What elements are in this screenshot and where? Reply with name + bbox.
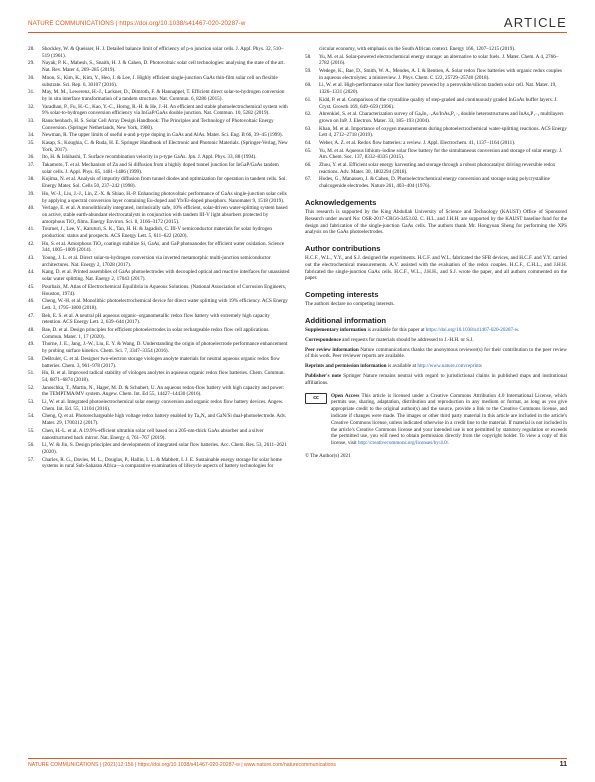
supplementary-link[interactable]: https://doi.org/10.1038/s41467-020-20287-w.	[425, 327, 520, 334]
reference-text: Pourbaix, M. Atlas of Electrochemical Equilibria in Aqueous Solutions. (National Association of Corrosion Engineers, Houston, 1974).	[42, 283, 286, 297]
reference-number: 52.	[28, 384, 35, 391]
reference-number: 33.	[28, 117, 35, 124]
reference-number: 61.	[305, 96, 312, 103]
reference-text: Zhou, Y. et al. Efficient solar energy harvesting and storage through a robust photocatalyst driving reversible redox reactions. Adv. Mater. 30, 1802294 (2018).	[319, 161, 556, 175]
reference-number: 42.	[28, 240, 35, 247]
reference-item	[28, 356, 290, 370]
reference-item	[28, 370, 290, 384]
reference-item	[305, 111, 567, 125]
reference-text: Young, J. L. et al. Direct solar-to-hydrogen conversion via inverted metamorphic multi-junction semiconductor architectures. Nat. Energy 2, 17028 (2017).	[42, 255, 271, 268]
reference-item	[305, 68, 567, 82]
reference-text: circular economy, with emphasis on the South African context. Energy 166, 1207–1215 (2019).	[319, 46, 516, 52]
reference-item	[305, 140, 567, 147]
reference-number: 66.	[305, 161, 312, 168]
reference-text: Hu, B. et al. Improved radical stability of viologen anolytes in aqueous organic redox flow batteries. Chem. Commun. 54, 6871–6874 (2018).	[42, 370, 285, 383]
reference-number: 43.	[28, 255, 35, 262]
reference-text: Hodes, G., Manassen, J. & Cahen, D. Photoelectrochemical energy conversion and storage using polycrystalline chalcogenide electrodes. Nature 261, 403–404 (1976).	[319, 176, 550, 190]
reference-item	[305, 82, 567, 96]
left-column	[28, 46, 290, 471]
reference-number: 31.	[28, 89, 35, 96]
reference-text: Bae, D. et al. Design principles for efficient photoelectrodes in solar rechargeable redox flow cell applications. Commun. Mater. 1, 17 (2020).	[42, 327, 270, 340]
reference-text: Cheng, Q. et al. Photorechargeable high voltage redox battery enabled by Ta₃N₅ and GaN/Si dual-photoelectrode. Adv. Mater. 29, 1700312 (2017).	[42, 413, 287, 427]
right-column	[305, 46, 567, 459]
reference-item	[28, 191, 290, 205]
reprints-link[interactable]: http://www.nature.com/reprints	[417, 363, 482, 370]
reference-item	[28, 176, 290, 190]
reference-text: Khan, M. et al. Importance of oxygen measurements during photoelectrochemical water-splitting reactions. ACS Energy Lett 4, 2712–2718 (2019).	[319, 125, 567, 139]
reference-item	[28, 399, 290, 413]
reference-number: 58.	[305, 53, 312, 60]
publisher-note-text: Springer Nature remains neutral with regard to jurisdictional claims in published maps and institutional affiliations.	[305, 373, 567, 386]
acknowledgements-heading: Acknowledgements	[305, 197, 377, 207]
reference-item	[28, 385, 290, 399]
correspondence-label: Correspondence	[305, 336, 341, 343]
reference-text: Li, W. & Jin, S. Design principles and developments of integrated solar flow batteries. Acc. Chem. Res. 53, 2611–2621 (2020).	[42, 442, 287, 455]
reference-number: 49.	[28, 341, 35, 348]
reference-text: Kidd, P. et al. Comparison of the crystalline quality of step-graded and continuously graded InGaAs buffer layers. J. Cryst. Growth 169, 649–659 (1996).	[319, 96, 558, 110]
reference-item	[28, 241, 290, 255]
reference-item	[28, 75, 290, 89]
reference-number: 47.	[28, 312, 35, 319]
reference-item	[28, 132, 290, 139]
reference-text: Charles, R. G., Davies, M. L., Douglas, P., Hallin, I. L. & Mabbett, I. J. E. Sustainable energy storage for solar home systems in rural Sub-Saharan Africa—a comparative examination of lifecycle aspects of battery technologies for	[42, 456, 282, 470]
reference-item	[28, 255, 290, 269]
correspondence-text: and requests for materials should be addressed to J.-H.H. or S.J.	[340, 336, 474, 343]
reference-number: 36.	[28, 154, 35, 161]
reference-text: Thorne, J. E., Jang, J.-W., Liu, E. Y. & Wang, D. Understanding the origin of photoelectrode performance enhancement by probing surface kinetics. Chem. Sci. 7, 3347–3354 (2016).	[42, 341, 288, 355]
reference-item	[28, 104, 290, 118]
reference-item	[28, 118, 290, 132]
correspondence-info	[305, 337, 567, 344]
reference-text: Kasap, S., Koughia, C. & Ruda, H. E. Springer Handbook of Electronic and Photonic Materials. (Springer-Verlag, New York, 2017).	[42, 139, 288, 153]
reference-text: Wedege, K., Bae, D., Smith, W. A., Mendes, A. I. & Bentien, A. Solar redox flow batteries with organic redox couples in aqueous electrolytes: a minireview. J. Phys. Chem. C 122, 25729–25740 (2018).	[319, 67, 562, 81]
reference-text: Ahrenkiel, S. et al. Characterization survey of GaₓIn₁₋ₓAs/InAsᵧP₁₋ᵧ double heterostructures and InAsᵧP₁₋ᵧ multilayers grown on InP. J. Electron. Mater. 33, 185–193 (2004).	[319, 111, 564, 124]
reference-number: 45.	[28, 283, 35, 290]
publisher-note	[305, 373, 567, 387]
reference-number: 50.	[28, 355, 35, 362]
reference-number	[305, 46, 319, 53]
peer-review-info	[305, 347, 567, 361]
reference-number: 48.	[28, 327, 35, 334]
author-contributions-text: H.C.F., W.L., Y.Y., and S.J. designed the experiments. H.C.F. and W.L. fabricated the SFB devices, and H.C.F. and Y.Y. carried out the electrochemical measurements. A.V. assisted with the evaluation of the redox couples. H.C.F., C.H.L., and J.H.H. fabricated the single-junction GaAs cells. H.C.F., W.L., J.H.H., and S.J. wrote the paper, and all authors commented on the paper.	[305, 255, 567, 282]
reference-item	[305, 176, 567, 190]
journal-header[interactable]: NATURE COMMUNICATIONS | https://doi.org/10.1038/s41467-020-20287-w	[28, 20, 246, 27]
reference-text: Kojima, N. et al. Analysis of impurity diffusion from tunnel diodes and optimization for operation in tandem cells. Sol. Energy Mater. Sol. Cells 50, 237–242 (1998).	[42, 176, 287, 190]
reference-item	[28, 457, 290, 471]
reprints-info	[305, 363, 567, 370]
reference-number: 29.	[28, 60, 35, 67]
reference-number: 46.	[28, 298, 35, 305]
reference-item	[305, 46, 567, 53]
reference-item	[305, 126, 567, 140]
reference-number: 44.	[28, 269, 35, 276]
reference-item	[305, 97, 567, 111]
reference-number: 34.	[28, 132, 35, 139]
section-label: ARTICLE	[503, 15, 567, 30]
reference-item	[28, 226, 290, 240]
competing-interests-heading: Competing interests	[305, 290, 379, 300]
publisher-note-label: Publisher's note	[305, 373, 342, 380]
reference-text: Cheng, W.-H. et al. Monolithic photoelectrochemical device for direct water splitting with 19% efficiency. ACS Energy Lett. 3, 1795–1800 (2018).	[42, 298, 288, 312]
reference-item	[28, 162, 290, 176]
reference-list-right	[305, 46, 567, 190]
reference-text: Weber, A. Z. et al. Redox flow batteries: a review. J. Appl. Electrochem. 41, 1137–1164 (2011).	[319, 139, 516, 146]
supplementary-label: Supplementary information	[305, 327, 367, 334]
reference-number: 35.	[28, 139, 35, 146]
reference-text: Shockley, W. & Queisser, H. J. Detailed balance limit of efficiency of p-n junction solar cells. J. Appl. Phys. 32, 510–519 (1961).	[42, 46, 284, 59]
reference-number: 28.	[28, 46, 35, 52]
reference-item	[28, 313, 290, 327]
reference-text: Tournet, J., Lee, Y., Karuturi, S. K., Tan, H. H. & Jagadish, C. III-V semiconductor materials for solar hydrogen production: status and prospects. ACS Energy Lett. 5, 611–622 (2020).	[42, 226, 272, 240]
open-access-block	[305, 393, 567, 447]
reference-item	[28, 442, 290, 456]
reference-number: 41.	[28, 226, 35, 233]
page-header	[28, 12, 567, 33]
copyright: © The Author(s) 2021	[305, 453, 351, 460]
author-contributions-heading: Author contributions	[305, 244, 381, 254]
reference-number: 51.	[28, 370, 35, 377]
page-footer	[28, 758, 567, 771]
reference-text: Janoschka, T., Martin, N., Hager, M. D. & Schubert, U. An aqueous redox-flow battery with high capacity and power: the TEMPTMA/MV system. Angew. Chem. Int. Ed 55, 14427–14430 (2016).	[42, 384, 285, 398]
reference-number: 67.	[305, 176, 312, 183]
reference-item	[305, 54, 567, 68]
reference-number: 65.	[305, 147, 312, 154]
reference-item	[28, 269, 290, 283]
reference-text: Li, W. et al. Integrated photoelectrochemical solar energy conversion and organic redox flow battery devices. Angew. Chem. Int. Ed. 55, 13104 (2016).	[42, 398, 284, 412]
reference-item	[28, 205, 290, 225]
reference-number: 56.	[28, 442, 35, 449]
reference-text: Takamoto, T. et al. Mechanism of Zn and Si diffusion from a highly doped tunnel junction for InGaP/GaAs tandem solar cells. J. Appl. Phys. 85, 1481–1486 (1999).	[42, 161, 279, 175]
reference-text: Rauschenbach, H. S. Solar Cell Array Design Handbook: The Principles and Technology of Photovoltaic Energy Conversion. (Springer Netherlands, New York, 1980).	[42, 117, 274, 131]
reference-number: 60.	[305, 82, 312, 89]
reference-item	[28, 154, 290, 161]
reference-number: 40.	[28, 205, 35, 212]
reference-number: 39.	[28, 190, 35, 197]
reference-text: Beh, E. S. et al. A neutral pH aqueous organic–organometallic redox flow battery with extremely high capacity retention. ACS Energy Lett. 2, 639–644 (2017).	[42, 312, 270, 326]
reference-number: 32.	[28, 103, 35, 110]
acknowledgements-text: This research is supported by the King Abdullah University of Science and Technology (KAUST) Office of Sponsored Research under award No: OSR-2017-CRG6-3453.02. C. H.L. and J.H.H. are supported by the KAUST baseline fund for the design and fabrication of the single-junction GaAs cells. The authors thank Mr. Hongyuan Sheng for performing the XPS analysis on the GaAs photoelectrodes.	[305, 208, 567, 236]
reference-item	[28, 413, 290, 427]
reference-list-left	[28, 46, 290, 470]
reference-number: 53.	[28, 398, 35, 405]
reference-item	[28, 428, 290, 442]
reference-item	[28, 46, 290, 60]
reference-number: 37.	[28, 161, 35, 168]
reference-number: 64.	[305, 139, 312, 146]
page-number: 11	[559, 761, 567, 768]
supplementary-text: is available for this paper at	[366, 327, 426, 334]
license-link[interactable]: http://creativecommons.org/licenses/by/4.0/.	[357, 440, 450, 447]
reference-text: May, M. M., Lewerenz, H.-J., Lackner, D., Dimroth, F. & Hannappel, T. Efficient direct solar-to-hydrogen conversion by in situ interface transformation of a tandem structure. Nat. Commun. 6, 8286 (2015).	[42, 89, 285, 102]
peer-review-label: Peer review information	[305, 346, 359, 353]
reference-text: Li, W. et al. High-performance solar flow battery powered by a perovskite/silicon tandem solar cell. Nat. Mater. 19, 1326–1331 (2020).	[319, 82, 557, 96]
reference-text: Newman, R. The upper limits of useful n-and p-type doping in GaAs and AlAs. Mater. Sci. Eng. B 66, 39–45 (1999).	[42, 132, 283, 139]
reference-item	[28, 89, 290, 103]
reference-text: Yu, M. et al. Aqueous lithium–iodine solar flow battery for the simultaneous conversion and storage of solar energy. J. Am. Chem. Soc. 137, 8332–8335 (2015).	[319, 147, 563, 161]
reference-text: DeBruler, C. et al. Designer two-electron storage viologen anolyte materials for neutral aqueous organic redox flow batteries. Chem. 3, 961–978 (2017).	[42, 355, 280, 369]
reference-text: Verlage, E. et al. A monolithically integrated, intrinsically safe, 10% efficient, solar-driven water-splitting system based on active, stable earth-abundant electrocatalysts in conjunction with tandem III-V light absorbers protected by amorphous TiO₂ films. Energy Environ. Sci. 8, 3166–3172 (2015).	[42, 205, 288, 225]
peer-review-text: Nature communications thanks the anonymous reviewer(s) for their contribution to the peer review of this work. Peer reviewer reports are available.	[305, 346, 567, 360]
reference-item	[28, 327, 290, 341]
reference-text: Nayak, P. K., Mahesh, S., Snaith, H. J. & Cahen, D. Photovoltaic solar cell technologies: analysing the state of the art. Nat. Rev. Mater 4, 269–285 (2019).	[42, 60, 285, 74]
open-access-text	[331, 393, 567, 447]
reference-item	[28, 140, 290, 154]
reference-text: Chen, H.-L. et al. A 19.9%-efficient ultrathin solar cell based on a 205-nm-thick GaAs absorber and a silver nanostructured back mirror. Nat. Energy 4, 761–767 (2019).	[42, 427, 264, 441]
reference-text: Ito, H. & Ishibashi, T. Surface recombination velocity in p-type GaAs. Jpn. J. Appl. Phys. 33, 88 (1994).	[42, 154, 257, 161]
reference-item	[305, 162, 567, 176]
reference-number: 54.	[28, 413, 35, 420]
competing-interests-text: The authors declare no competing interests.	[305, 301, 395, 308]
footer-citation: NATURE COMMUNICATIONS | (2021)12:156 | https://doi.org/10.1038/s41467-020-20287-w | www.nature.com/naturecommunications	[28, 762, 337, 768]
reference-item	[28, 298, 290, 312]
reference-text: Kang, D. et al. Printed assemblies of GaAs photoelectrodes with decoupled optical and reactive interfaces for unassisted solar water splitting. Nat. Energy 2, 17043 (2017).	[42, 269, 290, 283]
additional-info-heading: Additional information	[305, 316, 386, 326]
supplementary-info	[305, 327, 567, 334]
open-access-body: This article is licensed under a Creative Commons Attribution 4.0 International License, which permits use, sharing, adaptation, distribution and reproduction in any medium or format, as long as you give appropriate credit to the original author(s) and the source, provide a link to the Creative Commons license, and indicate if changes were made. The images or other third party material in this article are included in the article's Creative Commons license, unless indicated otherwise in a credit line to the material. If material is not included in the article's Creative Commons license and your intended use is not permitted by statutory regulation or exceeds the permitted use, you will need to obtain permission directly from the copyright holder. To view a copy of this license, visit	[331, 392, 567, 447]
reference-text: Hu, S. et al. Amorphous TiO₂ coatings stabilize Si, GaAs, and GaP photoanodes for efficient water oxidation. Science 344, 1005–1009 (2014).	[42, 240, 285, 254]
reference-text: Moon, S., Kim, K., Kim, Y., Heo, J. & Lee, J. Highly efficient single-junction GaAs thin-film solar cell on flexible substrate. Sci. Rep. 6, 30107 (2016).	[42, 74, 278, 88]
reference-number: 55.	[28, 427, 35, 434]
reference-number: 62.	[305, 111, 312, 118]
reprints-text: is available at	[386, 363, 418, 370]
reference-number: 63.	[305, 125, 312, 132]
reference-item	[28, 341, 290, 355]
reprints-label: Reprints and permission information	[305, 363, 387, 370]
reference-number: 38.	[28, 176, 35, 183]
reference-text: Ho, W.-J., Liu, J.-J., Lin, Z.-X. & Shiao, H.-P. Enhancing photovoltaic performance of GaAs single-junction solar cells by applying a spectral conversion layer containing Eu-doped and Yb/Er-doped phosphors. Nanomater 9, 1518 (2019).	[42, 190, 287, 204]
reference-item	[28, 60, 290, 74]
reference-number: 30.	[28, 74, 35, 81]
reference-number: 57.	[28, 456, 35, 463]
reference-number: 59.	[305, 67, 312, 74]
creative-commons-icon[interactable]: cc	[305, 393, 327, 404]
open-access-label: Open Access	[331, 392, 360, 399]
reference-item	[305, 148, 567, 162]
reference-text: Varadhan, P., Fu, H.-C., Kao, Y.-C., Horng, R.-H. & He, J.-H. An efficient and stable photoelectrochemical system with 9% solar-to-hydrogen conversion efficiency via InGaP/GaAs double junction. Nat. Commun. 10, 5282 (2019).	[42, 103, 288, 117]
reference-item	[28, 284, 290, 298]
reference-text: Yu, M. et al. Solar-powered electrochemical energy storage: an alternative to solar fuels. J. Mater. Chem. A 4, 2766–2782 (2016).	[319, 53, 559, 67]
